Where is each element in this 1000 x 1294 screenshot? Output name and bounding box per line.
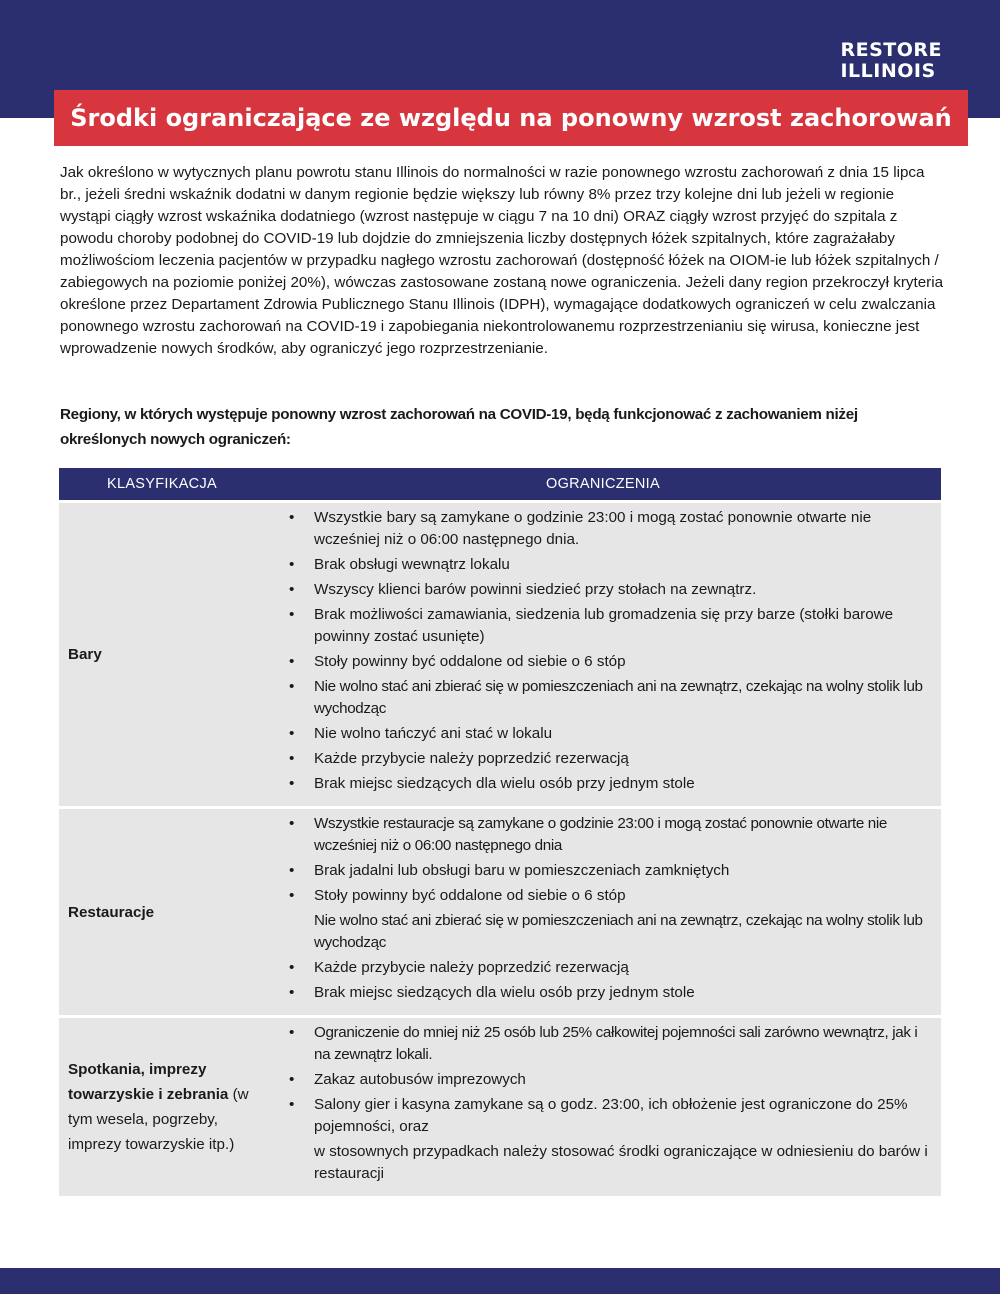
- table-row-bars: [59, 502, 941, 808]
- list-item: • Brak jadalni lub obsługi baru w pomieszczeniach zamkniętych: [289, 860, 931, 882]
- restrictions-cell: [265, 808, 941, 1017]
- lead-paragraph: Regiony, w których występuje ponowny wzrost zachorowań na COVID-19, będą funkcjonować z zachowaniem niżej określonych nowych ograniczeń:: [60, 406, 858, 448]
- list-item: • Stoły powinny być oddalone od siebie o 6 stóp: [289, 651, 931, 673]
- list-item: • Każde przybycie należy poprzedzić rezerwacją: [289, 957, 931, 979]
- category-cell: [59, 502, 265, 808]
- list-item: • Wszystkie restauracje są zamykane o godzinie 23:00 i mogą zostać ponownie otwarte nie wcześniej niż o 06:00 następnego dnia: [289, 813, 931, 857]
- list-item: • Nie wolno stać ani zbierać się w pomieszczeniach ani na zewnątrz, czekając na wolny stolik lub wychodząc: [289, 676, 931, 720]
- list-item: Nie wolno stać ani zbierać się w pomieszczeniach ani na zewnątrz, czekając na wolny stolik lub wychodząc: [314, 912, 923, 951]
- table-row-restaurants: [59, 808, 941, 1017]
- restore-illinois-logo: [840, 40, 942, 82]
- list-item: • Brak miejsc siedzących dla wielu osób przy jednym stole: [289, 773, 931, 795]
- list-item: • Wszyscy klienci barów powinni siedzieć przy stołach na zewnątrz.: [289, 579, 931, 601]
- category-cell: [59, 1017, 265, 1197]
- logo-line-2: ILLINOIS: [840, 60, 936, 82]
- restrictions-table: [59, 468, 941, 1196]
- list-item: • Brak obsługi wewnątrz lokalu: [289, 554, 931, 576]
- list-item: • Stoły powinny być oddalone od siebie o 6 stóp: [289, 885, 931, 907]
- table-row-gatherings: [59, 1017, 941, 1197]
- category-cell: [59, 808, 265, 1017]
- list-item: • Zakaz autobusów imprezowych: [289, 1069, 931, 1091]
- intro-paragraph: Jak określono w wytycznych planu powrotu stanu Illinois do normalności w razie ponownego wzrostu zachorowań z dnia 15 lipca br., jeżeli średni wskaźnik dodatni w danym regionie będzie większy lub równy 8% przez trzy kolejne dni lub jeżeli w regionie wystąpi ciągły wzrost wskaźnika dodatniego (wzrost następuje w ciągu 7 na 10 dni) ORAZ ciągły wzrost przyjęć do szpitala z powodu choroby podobnej do COVID-19 lub dojdzie do zmniejszenia liczby dostępnych łóżek szpitalnych, które zagrażałaby możliwościom leczenia pacjentów w przypadku nagłego wzrostu zachorowań (dostępność łóżek na OIOM-ie lub łóżek szpitalnych / zabiegowych na poziomie poniżej 20%), wówczas zastosowane zostaną nowe ograniczenia. Jeżeli dany region przekroczył kryteria określone przez Departament Zdrowia Publicznego Stanu Illinois (IDPH), wymagające dodatkowych ograniczeń w celu zwalczania ponownego wzrostu zachorowań na COVID-19 i zapobiegania niekontrolowanemu rozprzestrzenianiu się wirusa, konieczne jest wprowadzenie nowych środków, aby ograniczyć jego rozprzestrzenianie.: [60, 164, 944, 357]
- restrictions-cell: [265, 1017, 941, 1197]
- page-title: Środki ograniczające ze względu na ponowny wzrost zachorowań: [54, 90, 968, 146]
- footer-band: [0, 1268, 1000, 1294]
- category-label: Restauracje: [68, 903, 155, 921]
- category-label: Spotkania, imprezy towarzyskie i zebrania: [68, 1061, 229, 1103]
- list-item: w stosownych przypadkach należy stosować środki ograniczające w odniesieniu do barów i restauracji: [314, 1143, 928, 1182]
- header-restrictions: OGRANICZENIA: [265, 468, 941, 502]
- list-item: • Nie wolno tańczyć ani stać w lokalu: [289, 723, 931, 745]
- list-item: • Każde przybycie należy poprzedzić rezerwacją: [289, 748, 931, 770]
- list-item: • Brak możliwości zamawiania, siedzenia lub gromadzenia się przy barze (stołki barowe powinny zostać usunięte): [289, 604, 931, 648]
- table-header-row: [59, 468, 941, 502]
- restrictions-cell: [265, 502, 941, 808]
- header-classification: KLASYFIKACJA: [59, 468, 265, 502]
- list-item: • Salony gier i kasyna zamykane są o godz. 23:00, ich obłożenie jest ograniczone do 25% pojemności, oraz: [289, 1094, 931, 1138]
- list-item: • Ograniczenie do mniej niż 25 osób lub 25% całkowitej pojemności sali zarówno wewnątrz, jak i na zewnątrz lokali.: [289, 1022, 931, 1066]
- category-label: Bary: [68, 646, 102, 663]
- category-note: (w tym wesela, pogrzeby, imprezy towarzyskie itp.): [68, 1086, 249, 1153]
- list-item: • Brak miejsc siedzących dla wielu osób przy jednym stole: [289, 982, 931, 1004]
- list-item: • Wszystkie bary są zamykane o godzinie 23:00 i mogą zostać ponownie otwarte nie wcześniej niż o 06:00 następnego dnia.: [289, 507, 931, 551]
- logo-line-1: RESTORE: [840, 39, 942, 61]
